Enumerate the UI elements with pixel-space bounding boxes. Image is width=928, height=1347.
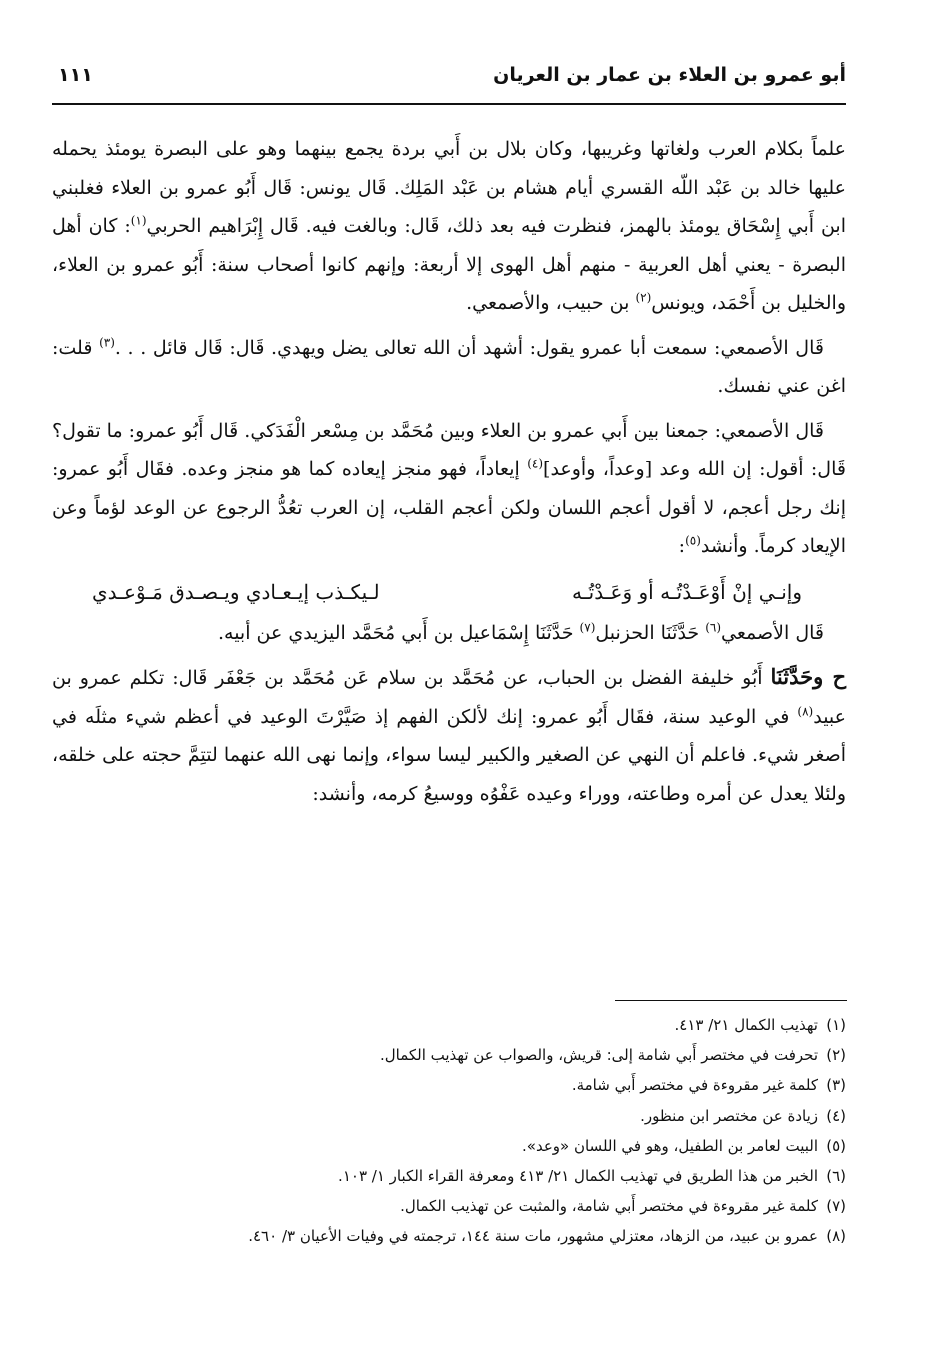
footnote-ref[interactable]: (٣) [99, 335, 115, 350]
paragraph-1 [52, 130, 846, 323]
text-run: قَال الأصمعي [721, 621, 824, 644]
footnote-ref[interactable]: (٧) [579, 620, 596, 635]
isnad-lead: ح وحَدَّثَنَا [770, 664, 847, 689]
running-title: أبو عمرو بن العلاء بن عمار بن العريان [493, 64, 846, 86]
footnote-ref[interactable]: (١) [130, 213, 147, 228]
page-header [52, 62, 846, 96]
footnote-number: (٢) [826, 1046, 846, 1065]
footnote-ref[interactable]: (٨) [797, 704, 814, 719]
footnote-text: زيادة عن مختصر ابن منظور. [640, 1106, 818, 1125]
footnote-number: (٥) [826, 1136, 846, 1155]
text-run: بن حبيب، والأصمعي. [466, 292, 636, 314]
page-number: ١١١ [58, 64, 93, 86]
text-run: : كان أهل البصرة - يعني أهل العربية - منهم أهل الهوى إلا أربعة: وإنهم كانوا أصحاب سنة: أَبُو عمرو بن العلاء، والخليل بن أَحْمَد، ويونس [52, 215, 846, 314]
paragraph-2 [52, 329, 846, 406]
footnote-number: (٦) [826, 1167, 846, 1186]
verse-second-hemistich: لـيكـذب إيـعـادي ويـصـدق مَـوْعـدي [92, 579, 380, 604]
footnote-item [100, 1161, 846, 1191]
footnotes-list [100, 1010, 846, 1252]
main-text [52, 130, 846, 819]
footnote-item [100, 1010, 846, 1040]
text-run: : [678, 535, 686, 557]
footnote-text: تهذيب الكمال ٢١/ ٤١٣. [674, 1016, 818, 1034]
footnote-text: تحرفت في مختصر أَبي شامة إلى: قريش، والصواب عن تهذيب الكمال. [379, 1046, 818, 1065]
footnote-number: (١) [826, 1016, 846, 1034]
text-run: علماً بكلام العرب ولغاتها وغريبها، وكان بلال بن أَبي بردة يجمع بينهما وهو على البصرة يومئذ يحمله عليها خالد بن عَبْد اللّه القسري أيام هشام بن عَبْد المَلِك. قَال يونس: قَال أَبُو عمرو بن العلاء فغلبني ابن أَبي إِسْحَاق يومئذ بالهمز، فنظرت فيه بعد ذلك، قَال: وبالغت فيه. قَال إِبْرَاهيم الحربي [52, 138, 846, 237]
footnote-text: عمرو بن عبيد، من الزهاد، معتزلي مشهور، مات سنة ١٤٤، ترجمته في وفيات الأعيان ٣/ ٤٦٠. [248, 1227, 818, 1246]
verse-first-hemistich: وإنـي إنْ أَوْعَـدْتُـه أو وَعَـدْتُـه [572, 579, 802, 604]
footnote-separator [615, 1000, 847, 1001]
footnote-item [100, 1191, 846, 1221]
footnote-text: كلمة غير مقروءة في مختصر أَبي شامة. [571, 1076, 818, 1095]
text-run: إيعاداً، فهو منجز إيعاده كما هو منجز وعده. فقَال أَبُو عمرو: إنك رجل أعجم، لا أقول أعجم اللسان ولكن أعجم القلب، إن العرب تعُدُّ الرجوع عن الوعد لؤماً وعن الإيعاد كرماً. وأنشد [52, 458, 846, 557]
text-run: حَدَّثَنَا الحزنبل [595, 621, 706, 644]
footnote-number: (٤) [826, 1106, 846, 1125]
footnote-item [100, 1221, 846, 1251]
footnote-ref[interactable]: (٦) [705, 620, 722, 635]
paragraph-4 [52, 614, 846, 653]
footnote-item [100, 1070, 846, 1100]
footnote-ref[interactable]: (٢) [635, 290, 652, 305]
footnote-number: (٧) [826, 1197, 846, 1216]
footnote-number: (٣) [826, 1076, 846, 1095]
footnote-text: الخبر من هذا الطريق في تهذيب الكمال ٢١/ ٤١٣ ومعرفة القراء الكبار ١/ ١٠٣. [338, 1167, 818, 1186]
paragraph-3 [52, 412, 846, 566]
text-run: في الوعيد سنة، فقَال أَبُو عمرو: إنك لألكن الفهم إذ صَيَّرْتَ الوعيد في أعظم شيء مثلَه في أصغر شيء. فاعلم أن النهي عن الصغير والكبير ليسا سواء، وإنما نهى الله عنهما لتتِمَّ حجته على خلقه، ولئلا يعدل عن أمره وطاعته، ووراء وعيده عَفْوُه ووسيعُ كرمه، وأنشد: [52, 705, 846, 805]
footnote-item [100, 1040, 846, 1070]
header-rule [52, 103, 846, 105]
footnote-ref[interactable]: (٥) [685, 533, 701, 548]
footnote-item [100, 1131, 846, 1161]
footnote-ref[interactable]: (٤) [527, 456, 544, 471]
poetry-verse [52, 572, 846, 612]
text-run: حَدَّثَنَا إِسْمَاعيل بن أَبي مُحَمَّد اليزيدي عن أبيه. [217, 621, 580, 644]
footnote-text: كلمة غير مقروءة في مختصر أَبي شامة، والمثبت عن تهذيب الكمال. [400, 1197, 818, 1216]
text-run: قَال الأصمعي: جمعنا بين أَبي عمرو بن العلاء وبين مُحَمَّد بن مِسْعر الْفَدَكي. قَال أَبُو عمرو: ما تقول؟ قَال: أقول: إن الله وعد [وعداً، وأوعد] [52, 419, 846, 480]
footnote-number: (٨) [826, 1227, 846, 1246]
footnote-text: البيت لعامر بن الطفيل، وهو في اللسان «وعد». [522, 1136, 818, 1155]
footnote-item [100, 1101, 846, 1131]
text-run: قلت: اغن عني نفسك. [52, 336, 846, 397]
text-run: أَبُو خليفة الفضل بن الحباب، عن مُحَمَّد بن سلام عَن مُحَمَّد بن جَعْفَر قَال: تكلم عمرو بن عبيد [52, 667, 846, 728]
paragraph-5 [52, 658, 846, 813]
text-run: قَال الأصمعي: سمعت أبا عمرو يقول: أشهد أن الله تعالى يضل ويهدي. قَال: قَال قائل . . . [114, 336, 824, 359]
